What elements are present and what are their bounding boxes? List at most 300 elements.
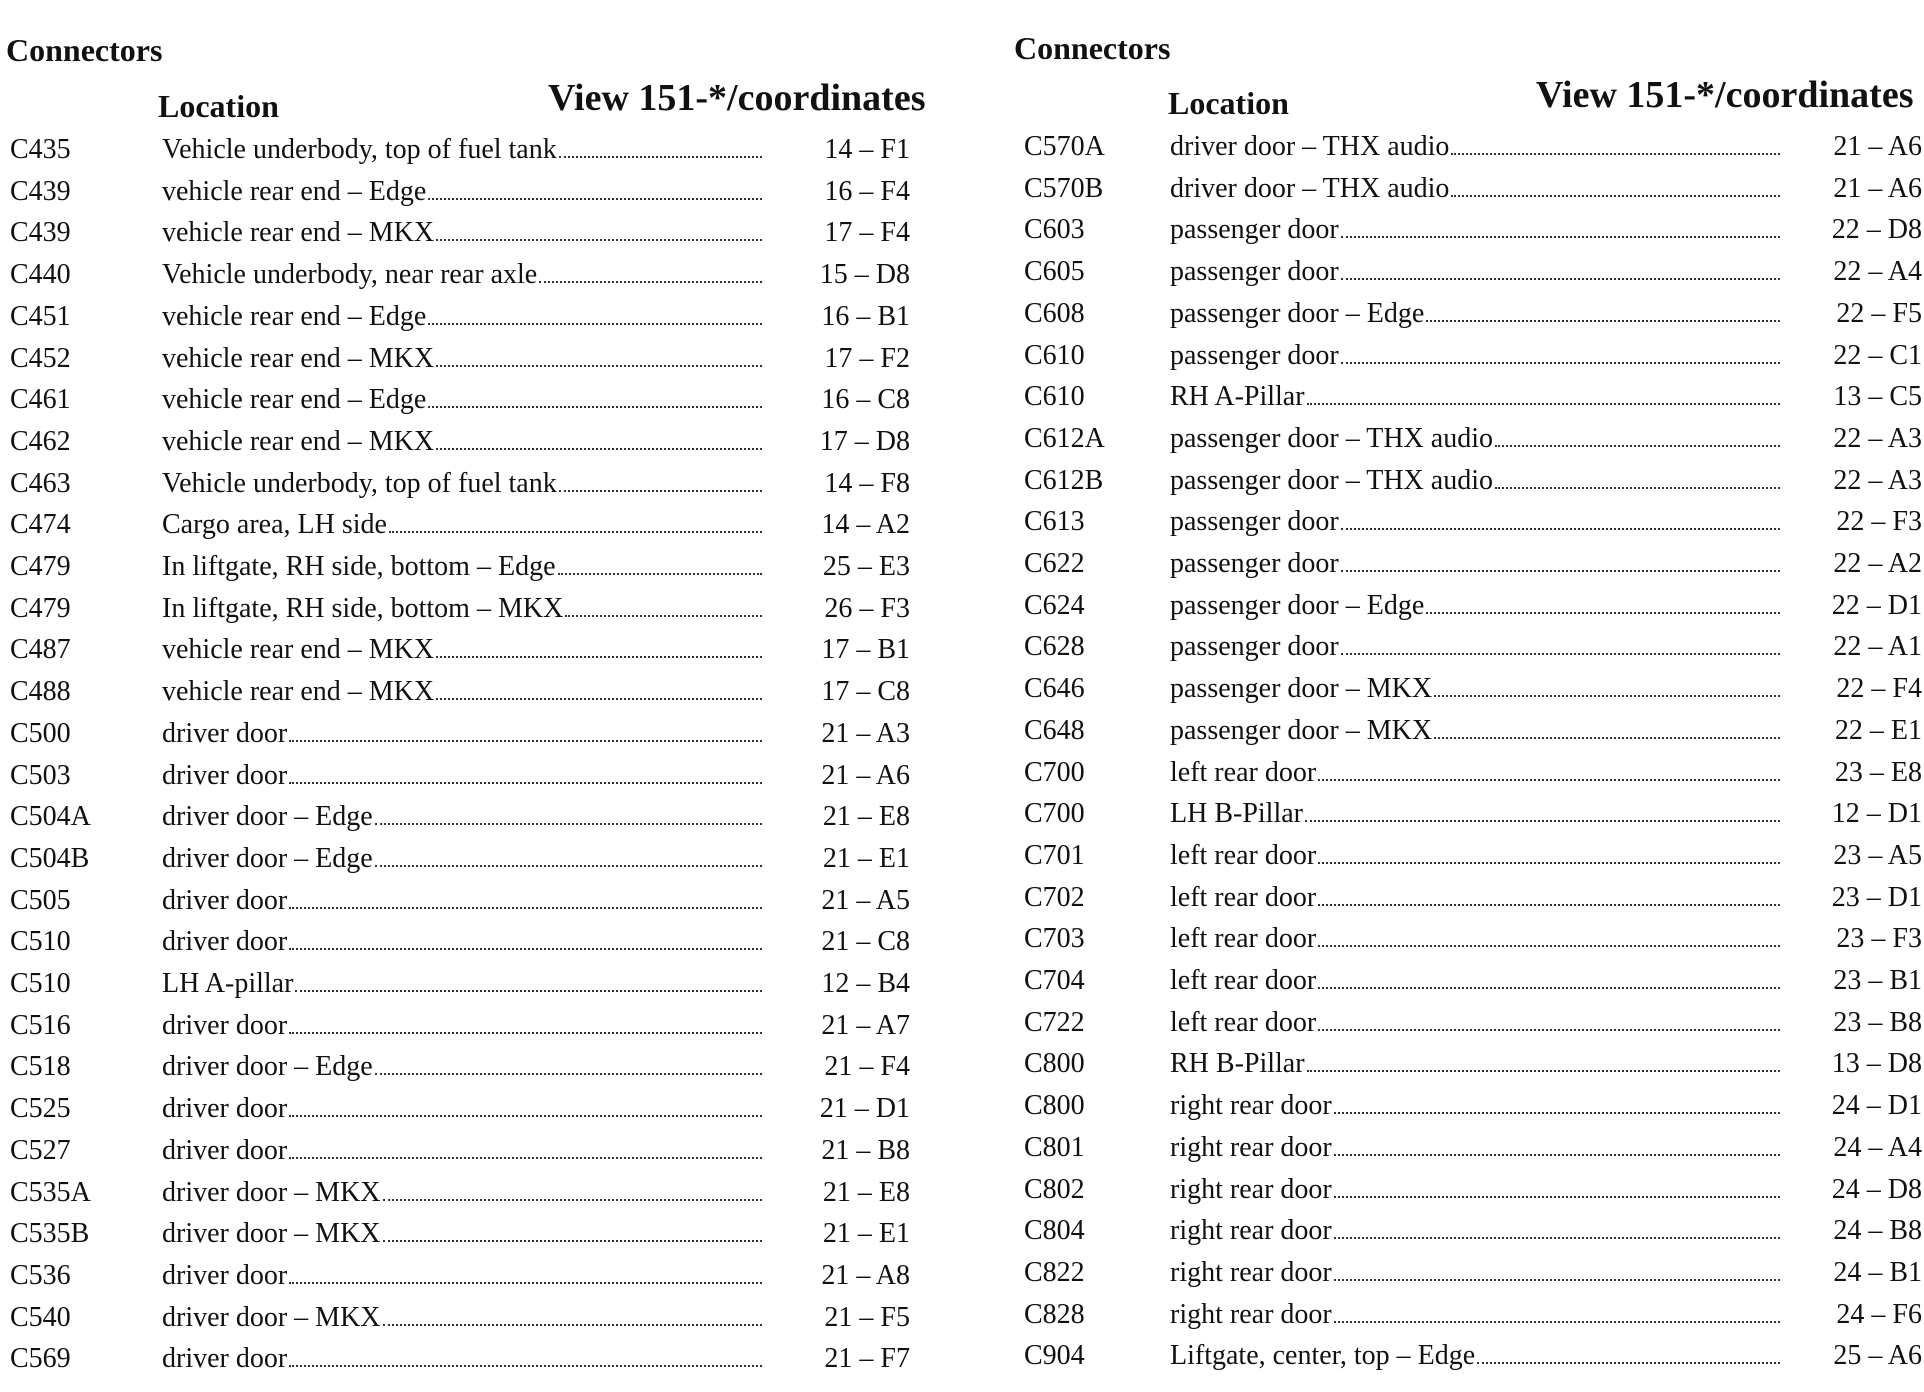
location-cell bbox=[1170, 1048, 1780, 1080]
location-cell bbox=[162, 593, 762, 625]
location-cell bbox=[162, 301, 762, 333]
coordinate-cell: 21 – E1 bbox=[822, 842, 910, 874]
table-row bbox=[1014, 1215, 1924, 1255]
coordinate-cell: 21 – A6 bbox=[1833, 131, 1922, 162]
dot-leader bbox=[436, 448, 762, 450]
connector-code: C487 bbox=[10, 634, 71, 666]
location-cell bbox=[162, 1302, 762, 1334]
dot-leader bbox=[565, 615, 762, 617]
coordinate-cell: 22 – A4 bbox=[1833, 256, 1922, 288]
dot-leader bbox=[1451, 153, 1780, 155]
connector-code: C474 bbox=[10, 509, 71, 541]
dot-leader bbox=[1307, 1070, 1780, 1072]
connector-code: C703 bbox=[1024, 923, 1085, 955]
coordinate-cell: 21 – B8 bbox=[821, 1134, 910, 1166]
dot-leader bbox=[436, 698, 762, 700]
coordinate-cell: 24 – D1 bbox=[1831, 1090, 1922, 1122]
table-row bbox=[0, 1010, 950, 1050]
dot-leader bbox=[1318, 779, 1780, 781]
table-row bbox=[1014, 715, 1924, 755]
table-row bbox=[0, 176, 950, 216]
right-column bbox=[1014, 0, 1924, 1392]
dot-leader bbox=[1318, 987, 1780, 989]
dot-leader bbox=[375, 865, 762, 867]
location-text: driver door – MKX bbox=[162, 1218, 381, 1250]
dot-leader bbox=[1426, 320, 1780, 322]
location-text: Vehicle underbody, top of fuel tank bbox=[162, 467, 557, 499]
coordinate-cell: 14 – F1 bbox=[824, 134, 910, 165]
coordinate-cell: 24 – B8 bbox=[1833, 1215, 1922, 1247]
location-cell bbox=[162, 1260, 762, 1292]
coordinate-cell: 23 – A5 bbox=[1833, 839, 1922, 871]
coordinate-cell: 13 – C5 bbox=[1833, 381, 1922, 413]
coordinate-cell: 21 – F5 bbox=[824, 1301, 910, 1333]
connector-code: C701 bbox=[1024, 839, 1085, 871]
table-row bbox=[0, 1218, 950, 1258]
location-cell bbox=[162, 634, 762, 666]
location-cell bbox=[1170, 923, 1780, 955]
table-row bbox=[0, 468, 950, 508]
table-row bbox=[0, 1343, 950, 1383]
table-row bbox=[1014, 1007, 1924, 1047]
dot-leader bbox=[289, 907, 762, 909]
table-row bbox=[1014, 1132, 1924, 1172]
connector-code: C612A bbox=[1024, 422, 1105, 454]
section-heading: Connectors bbox=[6, 32, 163, 68]
table-row bbox=[1014, 631, 1924, 671]
dot-leader bbox=[1307, 403, 1780, 405]
location-text: LH A-pillar bbox=[162, 968, 294, 999]
table-row bbox=[1014, 673, 1924, 713]
coordinate-cell: 17 – F4 bbox=[824, 217, 910, 249]
coordinate-cell: 21 – A6 bbox=[1833, 172, 1922, 204]
connector-code: C479 bbox=[10, 592, 71, 624]
connector-code: C435 bbox=[10, 134, 71, 165]
table-row bbox=[1014, 840, 1924, 880]
location-text: RH A-Pillar bbox=[1170, 381, 1305, 413]
location-cell bbox=[162, 217, 762, 249]
location-cell bbox=[1170, 1090, 1780, 1122]
dot-leader bbox=[428, 198, 762, 200]
coordinate-cell: 12 – D1 bbox=[1831, 798, 1922, 830]
table-row bbox=[1014, 1257, 1924, 1297]
location-text: driver door bbox=[162, 1009, 288, 1041]
connector-code: C440 bbox=[10, 259, 71, 291]
coordinate-cell: 21 – F4 bbox=[824, 1051, 910, 1083]
table-row bbox=[0, 1135, 950, 1175]
coordinate-cell: 21 – A3 bbox=[821, 717, 910, 749]
location-text: vehicle rear end – MKX bbox=[162, 676, 435, 708]
coordinate-cell: 14 – A2 bbox=[821, 509, 910, 541]
location-text: passenger door – MKX bbox=[1170, 673, 1433, 705]
location-cell bbox=[162, 885, 762, 917]
coordinate-cell: 22 – E1 bbox=[1834, 714, 1922, 746]
location-text: passenger door – THX audio bbox=[1170, 464, 1493, 496]
location-cell bbox=[1170, 256, 1780, 288]
location-text: driver door – THX audio bbox=[1170, 131, 1450, 162]
location-text: RH B-Pillar bbox=[1170, 1048, 1305, 1080]
coordinate-cell: 24 – A4 bbox=[1833, 1131, 1922, 1163]
dot-leader bbox=[289, 1032, 762, 1034]
location-text: vehicle rear end – MKX bbox=[162, 342, 435, 374]
connector-code: C439 bbox=[10, 217, 71, 249]
table-row bbox=[0, 801, 950, 841]
dot-leader bbox=[1341, 570, 1780, 572]
table-row bbox=[0, 551, 950, 591]
location-cell bbox=[162, 1010, 762, 1042]
connector-code: C504A bbox=[10, 801, 91, 833]
coordinate-cell: 17 – C8 bbox=[821, 676, 910, 708]
location-text: passenger door bbox=[1170, 548, 1339, 579]
table-row bbox=[1014, 757, 1924, 797]
table-row bbox=[0, 968, 950, 1008]
connector-code: C451 bbox=[10, 300, 71, 332]
location-text: passenger door – Edge bbox=[1170, 297, 1425, 329]
connector-code: C904 bbox=[1024, 1340, 1085, 1372]
coordinate-cell: 22 – D8 bbox=[1831, 214, 1922, 246]
location-text: driver door – MKX bbox=[162, 1176, 381, 1208]
connector-code: C802 bbox=[1024, 1173, 1085, 1205]
table-row bbox=[0, 885, 950, 925]
coordinate-cell: 23 – B1 bbox=[1833, 965, 1922, 996]
coordinate-cell: 16 – B1 bbox=[821, 300, 910, 332]
dot-leader bbox=[1334, 1154, 1780, 1156]
dot-leader bbox=[436, 365, 762, 367]
location-text: driver door – MKX bbox=[162, 1301, 381, 1333]
location-text: left rear door bbox=[1170, 1006, 1317, 1038]
location-cell bbox=[1170, 423, 1780, 455]
coordinate-cell: 21 – A6 bbox=[821, 759, 910, 791]
coordinate-cell: 21 – D1 bbox=[819, 1093, 910, 1125]
location-text: driver door bbox=[162, 1134, 288, 1166]
location-cell bbox=[162, 718, 762, 750]
location-text: passenger door bbox=[1170, 256, 1339, 288]
location-cell bbox=[162, 509, 762, 541]
connector-code: C525 bbox=[10, 1093, 71, 1125]
location-text: In liftgate, RH side, bottom – Edge bbox=[162, 551, 556, 582]
location-header: Location bbox=[158, 88, 279, 124]
connector-code: C612B bbox=[1024, 464, 1104, 496]
dot-leader bbox=[289, 1365, 762, 1367]
dot-leader bbox=[1341, 362, 1780, 364]
dot-leader bbox=[539, 281, 762, 283]
location-text: right rear door bbox=[1170, 1298, 1332, 1330]
dot-leader bbox=[1334, 1112, 1780, 1114]
dot-leader bbox=[1334, 1237, 1780, 1239]
location-text: right rear door bbox=[1170, 1256, 1332, 1288]
connector-code: C603 bbox=[1024, 214, 1085, 246]
coordinate-cell: 21 – F7 bbox=[824, 1343, 910, 1375]
table-row bbox=[1014, 465, 1924, 505]
coordinate-cell: 21 – A5 bbox=[821, 884, 910, 916]
connector-code: C622 bbox=[1024, 548, 1085, 579]
connector-code: C702 bbox=[1024, 881, 1085, 913]
location-text: LH B-Pillar bbox=[1170, 798, 1303, 830]
connector-code: C479 bbox=[10, 551, 71, 582]
dot-leader bbox=[1434, 695, 1780, 697]
location-text: Vehicle underbody, top of fuel tank bbox=[162, 134, 557, 165]
location-cell bbox=[162, 551, 762, 583]
connector-code: C722 bbox=[1024, 1006, 1085, 1038]
table-row bbox=[0, 1093, 950, 1133]
location-cell bbox=[1170, 173, 1780, 205]
table-row bbox=[0, 1177, 950, 1217]
dot-leader bbox=[1426, 612, 1780, 614]
coordinate-cell: 22 – A2 bbox=[1833, 548, 1922, 579]
coordinate-cell: 25 – A6 bbox=[1833, 1340, 1922, 1372]
location-text: Vehicle underbody, near rear axle bbox=[162, 259, 538, 291]
location-cell bbox=[1170, 757, 1780, 789]
connector-code: C605 bbox=[1024, 256, 1085, 288]
connector-code: C505 bbox=[10, 884, 71, 916]
connector-code: C488 bbox=[10, 676, 71, 708]
connector-code: C518 bbox=[10, 1051, 71, 1083]
table-row bbox=[0, 593, 950, 633]
connector-code: C540 bbox=[10, 1301, 71, 1333]
table-row bbox=[1014, 1174, 1924, 1214]
table-row bbox=[1014, 214, 1924, 254]
table-row bbox=[0, 426, 950, 466]
location-cell bbox=[1170, 1174, 1780, 1206]
table-row bbox=[1014, 131, 1924, 171]
coordinate-cell: 25 – E3 bbox=[822, 551, 910, 582]
location-text: passenger door bbox=[1170, 506, 1339, 538]
location-cell bbox=[162, 1218, 762, 1250]
location-text: driver door – Edge bbox=[162, 801, 373, 833]
table-row bbox=[0, 760, 950, 800]
location-text: left rear door bbox=[1170, 965, 1317, 996]
connector-code: C503 bbox=[10, 759, 71, 791]
location-text: passenger door bbox=[1170, 339, 1339, 371]
location-cell bbox=[1170, 590, 1780, 622]
dot-leader bbox=[558, 573, 763, 575]
table-row bbox=[1014, 506, 1924, 546]
coordinate-cell: 17 – B1 bbox=[821, 634, 910, 666]
connector-code: C504B bbox=[10, 842, 90, 874]
coordinate-cell: 24 – B1 bbox=[1833, 1256, 1922, 1288]
location-text: left rear door bbox=[1170, 881, 1317, 913]
connector-code: C570B bbox=[1024, 172, 1104, 204]
dot-leader bbox=[1341, 653, 1780, 655]
connector-code: C535A bbox=[10, 1176, 91, 1208]
connector-code: C536 bbox=[10, 1259, 71, 1291]
location-cell bbox=[1170, 131, 1780, 163]
table-row bbox=[0, 259, 950, 299]
table-row bbox=[1014, 298, 1924, 338]
table-row bbox=[1014, 381, 1924, 421]
location-cell bbox=[162, 343, 762, 375]
dot-leader bbox=[289, 1115, 762, 1117]
location-text: driver door bbox=[162, 717, 288, 749]
location-text: passenger door – MKX bbox=[1170, 714, 1433, 746]
dot-leader bbox=[1318, 904, 1780, 906]
table-row bbox=[1014, 965, 1924, 1005]
location-cell bbox=[162, 1135, 762, 1167]
dot-leader bbox=[289, 1282, 762, 1284]
location-text: driver door bbox=[162, 1259, 288, 1291]
dot-leader bbox=[559, 156, 762, 158]
table-row bbox=[0, 1260, 950, 1300]
connector-code: C800 bbox=[1024, 1090, 1085, 1122]
coordinate-cell: 12 – B4 bbox=[821, 968, 910, 999]
dot-leader bbox=[1495, 487, 1780, 489]
location-cell bbox=[1170, 465, 1780, 497]
location-text: left rear door bbox=[1170, 923, 1317, 955]
connector-code: C570A bbox=[1024, 131, 1105, 162]
dot-leader bbox=[1477, 1362, 1780, 1364]
location-cell bbox=[1170, 381, 1780, 413]
dot-leader bbox=[1341, 278, 1780, 280]
location-cell bbox=[1170, 798, 1780, 830]
connector-code: C510 bbox=[10, 968, 71, 999]
view-coordinates-header: View 151-*/coordinates bbox=[1536, 74, 1914, 116]
dot-leader bbox=[383, 1324, 762, 1326]
dot-leader bbox=[1334, 1196, 1780, 1198]
coordinate-cell: 24 – D8 bbox=[1831, 1173, 1922, 1205]
dot-leader bbox=[436, 656, 762, 658]
table-row bbox=[0, 509, 950, 549]
location-cell bbox=[162, 801, 762, 833]
connector-code: C527 bbox=[10, 1134, 71, 1166]
connector-code: C510 bbox=[10, 926, 71, 958]
coordinate-cell: 23 – B8 bbox=[1833, 1006, 1922, 1038]
location-text: vehicle rear end – MKX bbox=[162, 425, 435, 457]
table-row bbox=[0, 634, 950, 674]
dot-leader bbox=[436, 239, 762, 241]
table-row bbox=[0, 1051, 950, 1091]
location-text: vehicle rear end – Edge bbox=[162, 384, 427, 416]
connector-code: C608 bbox=[1024, 297, 1085, 329]
dot-leader bbox=[289, 948, 762, 950]
location-text: vehicle rear end – Edge bbox=[162, 300, 427, 332]
coordinate-cell: 22 – F4 bbox=[1836, 673, 1922, 705]
location-text: passenger door – Edge bbox=[1170, 589, 1425, 621]
dot-leader bbox=[383, 1199, 762, 1201]
location-cell bbox=[1170, 548, 1780, 580]
location-text: passenger door bbox=[1170, 214, 1339, 246]
location-cell bbox=[162, 384, 762, 416]
location-text: right rear door bbox=[1170, 1173, 1332, 1205]
dot-leader bbox=[428, 406, 762, 408]
coordinate-cell: 21 – E8 bbox=[822, 1176, 910, 1208]
coordinate-cell: 22 – A1 bbox=[1833, 631, 1922, 663]
connector-code: C828 bbox=[1024, 1298, 1085, 1330]
coordinate-cell: 21 – E1 bbox=[822, 1218, 910, 1250]
table-row bbox=[0, 843, 950, 883]
location-cell bbox=[162, 176, 762, 208]
location-text: passenger door bbox=[1170, 631, 1339, 663]
coordinate-cell: 22 – F3 bbox=[1836, 506, 1922, 538]
location-cell bbox=[1170, 715, 1780, 747]
table-row bbox=[1014, 548, 1924, 588]
dot-leader bbox=[375, 1073, 762, 1075]
connector-code: C516 bbox=[10, 1009, 71, 1041]
table-row bbox=[1014, 340, 1924, 380]
location-text: Cargo area, LH side bbox=[162, 509, 387, 541]
location-cell bbox=[1170, 965, 1780, 997]
coordinate-cell: 22 – A3 bbox=[1833, 422, 1922, 454]
coordinate-cell: 21 – A8 bbox=[821, 1259, 910, 1291]
coordinate-cell: 17 – D8 bbox=[819, 425, 910, 457]
table-row bbox=[1014, 1090, 1924, 1130]
location-text: left rear door bbox=[1170, 756, 1317, 788]
location-text: right rear door bbox=[1170, 1215, 1332, 1247]
section-heading: Connectors bbox=[1014, 30, 1171, 66]
connector-code: C463 bbox=[10, 467, 71, 499]
location-cell bbox=[1170, 840, 1780, 872]
dot-leader bbox=[389, 531, 762, 533]
dot-leader bbox=[1495, 445, 1780, 447]
location-text: vehicle rear end – Edge bbox=[162, 175, 427, 207]
view-coordinates-header: View 151-*/coordinates bbox=[548, 77, 926, 119]
dot-leader bbox=[1318, 1029, 1780, 1031]
location-cell bbox=[1170, 298, 1780, 330]
connector-code: C704 bbox=[1024, 965, 1085, 996]
table-row bbox=[0, 926, 950, 966]
connector-code: C439 bbox=[10, 175, 71, 207]
dot-leader bbox=[295, 990, 762, 992]
location-cell bbox=[1170, 1257, 1780, 1289]
location-cell bbox=[1170, 673, 1780, 705]
coordinate-cell: 22 – F5 bbox=[1836, 297, 1922, 329]
coordinate-cell: 14 – F8 bbox=[824, 467, 910, 499]
location-text: driver door bbox=[162, 884, 288, 916]
location-text: vehicle rear end – MKX bbox=[162, 217, 435, 249]
coordinate-cell: 21 – A7 bbox=[821, 1009, 910, 1041]
coordinate-cell: 26 – F3 bbox=[824, 592, 910, 624]
coordinate-cell: 23 – F3 bbox=[1836, 923, 1922, 955]
dot-leader bbox=[1334, 1279, 1780, 1281]
dot-leader bbox=[289, 782, 762, 784]
coordinate-cell: 24 – F6 bbox=[1836, 1298, 1922, 1330]
location-text: Liftgate, center, top – Edge bbox=[1170, 1340, 1476, 1372]
location-cell bbox=[162, 1177, 762, 1209]
dot-leader bbox=[289, 740, 762, 742]
table-row bbox=[1014, 1048, 1924, 1088]
connector-code: C613 bbox=[1024, 506, 1085, 538]
location-text: driver door bbox=[162, 926, 288, 958]
dot-leader bbox=[428, 323, 762, 325]
location-cell bbox=[162, 968, 762, 1000]
connector-code: C648 bbox=[1024, 714, 1085, 746]
connector-code: C800 bbox=[1024, 1048, 1085, 1080]
coordinate-cell: 22 – A3 bbox=[1833, 464, 1922, 496]
location-cell bbox=[1170, 214, 1780, 246]
location-text: driver door bbox=[162, 759, 288, 791]
coordinate-cell: 21 – E8 bbox=[822, 801, 910, 833]
coordinate-cell: 17 – F2 bbox=[824, 342, 910, 374]
coordinate-cell: 22 – D1 bbox=[1831, 589, 1922, 621]
location-cell bbox=[1170, 1340, 1780, 1372]
dot-leader bbox=[383, 1240, 762, 1242]
table-row bbox=[0, 1302, 950, 1342]
location-header: Location bbox=[1168, 85, 1289, 121]
table-row bbox=[1014, 923, 1924, 963]
connector-code: C801 bbox=[1024, 1131, 1085, 1163]
table-row bbox=[1014, 590, 1924, 630]
connector-code: C452 bbox=[10, 342, 71, 374]
table-row bbox=[1014, 1340, 1924, 1380]
table-row bbox=[1014, 256, 1924, 296]
connector-code: C610 bbox=[1024, 339, 1085, 371]
coordinate-cell: 22 – C1 bbox=[1833, 339, 1922, 371]
table-row bbox=[0, 718, 950, 758]
table-row bbox=[0, 676, 950, 716]
connector-code: C535B bbox=[10, 1218, 90, 1250]
location-text: driver door bbox=[162, 1093, 288, 1125]
location-text: driver door bbox=[162, 1343, 288, 1375]
location-cell bbox=[1170, 882, 1780, 914]
